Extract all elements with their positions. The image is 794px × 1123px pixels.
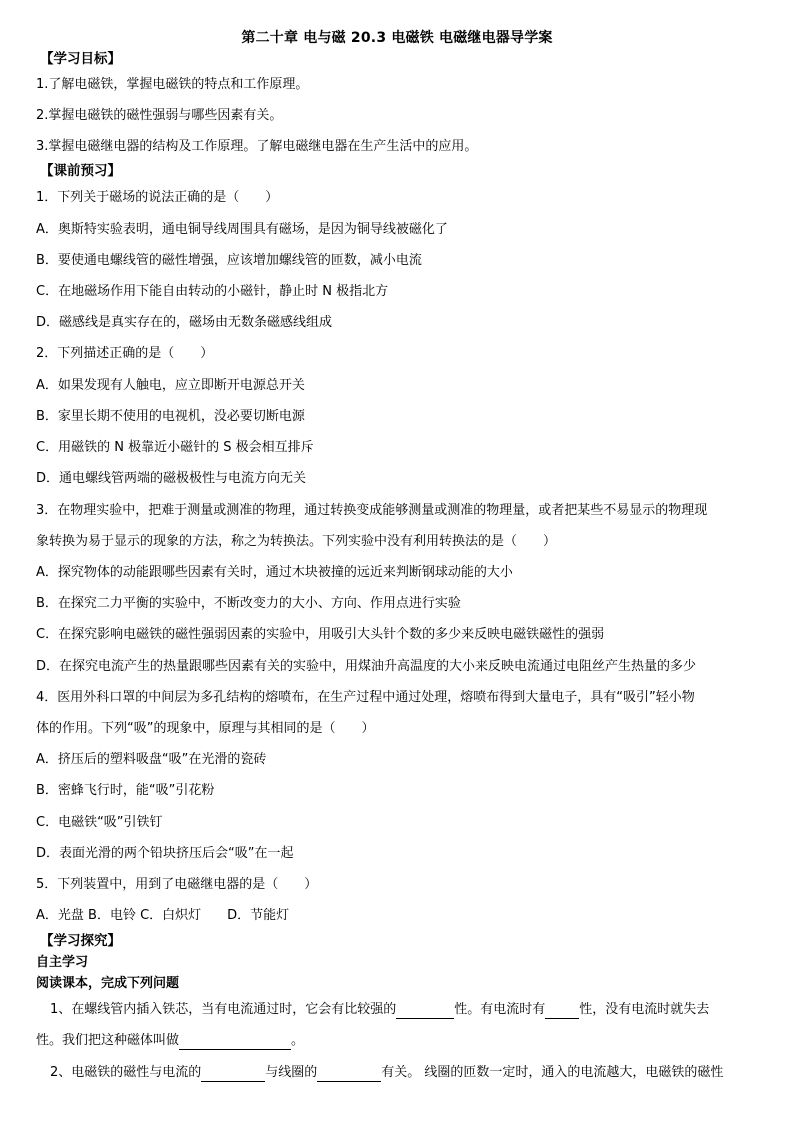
objectives-heading: 【学习目标】 [40,51,121,67]
question-stem: 5．下列装置中，用到了电磁继电器的是（ ） [36,877,318,892]
objective-item: 3.掌握电磁继电器的结构及工作原理。了解电磁继电器在生产生活中的应用。 [36,139,478,154]
fill-in-question-2: 2、电磁铁的磁性与电流的 与线圈的 有关。 线圈的匝数一定时，通入的电流越大，电磁铁的磁性 [50,1065,724,1080]
question-option: C．在地磁场作用下能自由转动的小磁针，静止时 N 极指北方 [36,284,389,299]
question-option: C．电磁铁“吸”引铁钉 [36,815,163,830]
question-stem: 3．在物理实验中，把难于测量或测准的物理，通过转换变成能够测量或测准的物理量，或者把某些不易显示的物理现 [36,503,708,518]
question-option: A．奥斯特实验表明，通电铜导线周围具有磁场，是因为铜导线被磁化了 [36,222,448,237]
question-option: B．要使通电螺线管的磁性增强，应该增加螺线管的匝数，减小电流 [36,253,422,268]
objective-item: 1.了解电磁铁，掌握电磁铁的特点和工作原理。 [36,77,309,92]
question-options: A．光盘 B．电铃 C．白炽灯 D．节能灯 [36,908,290,923]
answer-blank[interactable] [179,1035,291,1050]
fill-in-question-1: 1、在螺线管内插入铁芯，当有电流通过时，它会有比较强的 性。有电流时有 性，没有电流时就失去 [50,1002,710,1017]
answer-blank[interactable] [317,1067,381,1082]
reading-instruction: 阅读课本，完成下列问题 [36,976,180,991]
answer-blank[interactable] [545,1004,579,1019]
preview-heading: 【课前预习】 [40,163,121,179]
question-stem: 象转换为易于显示的现象的方法，称之为转换法。下列实验中没有利用转换法的是（ ） [36,534,557,549]
question-option: A．挤压后的塑料吸盘“吸”在光滑的瓷砖 [36,752,267,767]
question-option: D．在探究电流产生的热量跟哪些因素有关的实验中，用煤油升高温度的大小来反映电流通过电阻丝产生热量的多少 [36,659,697,674]
explore-heading: 【学习探究】 [40,933,121,949]
question-stem: 2．下列描述正确的是（ ） [36,346,214,361]
page-title: 第二十章 电与磁 20.3 电磁铁 电磁继电器导学案 [241,30,553,46]
question-option: D．表面光滑的两个铅块挤压后会“吸”在一起 [36,846,294,861]
self-study-heading: 自主学习 [36,955,89,970]
question-option: D．磁感线是真实存在的，磁场由无数条磁感线组成 [36,315,333,330]
question-option: D．通电螺线管两端的磁极极性与电流方向无关 [36,471,307,486]
question-option: B．家里长期不使用的电视机，没必要切断电源 [36,409,305,424]
question-option: A．如果发现有人触电，应立即断开电源总开关 [36,378,305,393]
answer-blank[interactable] [201,1067,265,1082]
fill-in-question-1-cont: 性。我们把这种磁体叫做 。 [36,1033,305,1048]
question-option: C．用磁铁的 N 极靠近小磁针的 S 极会相互排斥 [36,440,314,455]
question-stem: 1．下列关于磁场的说法正确的是（ ） [36,190,279,205]
objective-item: 2.掌握电磁铁的磁性强弱与哪些因素有关。 [36,108,283,123]
question-stem: 4．医用外科口罩的中间层为多孔结构的熔喷布，在生产过程中通过处理，熔喷布得到大量电子，具有“吸引”轻小物 [36,690,695,705]
question-option: B．在探究二力平衡的实验中，不断改变力的大小、方向、作用点进行实验 [36,596,461,611]
answer-blank[interactable] [396,1004,454,1019]
question-option: B．密蜂飞行时，能“吸”引花粉 [36,783,215,798]
question-stem: 体的作用。下列“吸”的现象中，原理与其相同的是（ ） [36,721,375,736]
question-option: A．探究物体的动能跟哪些因素有关时，通过木块被撞的远近来判断钢球动能的大小 [36,565,513,580]
question-option: C．在探究影响电磁铁的磁性强弱因素的实验中，用吸引大头针个数的多少来反映电磁铁磁性的强弱 [36,627,605,642]
